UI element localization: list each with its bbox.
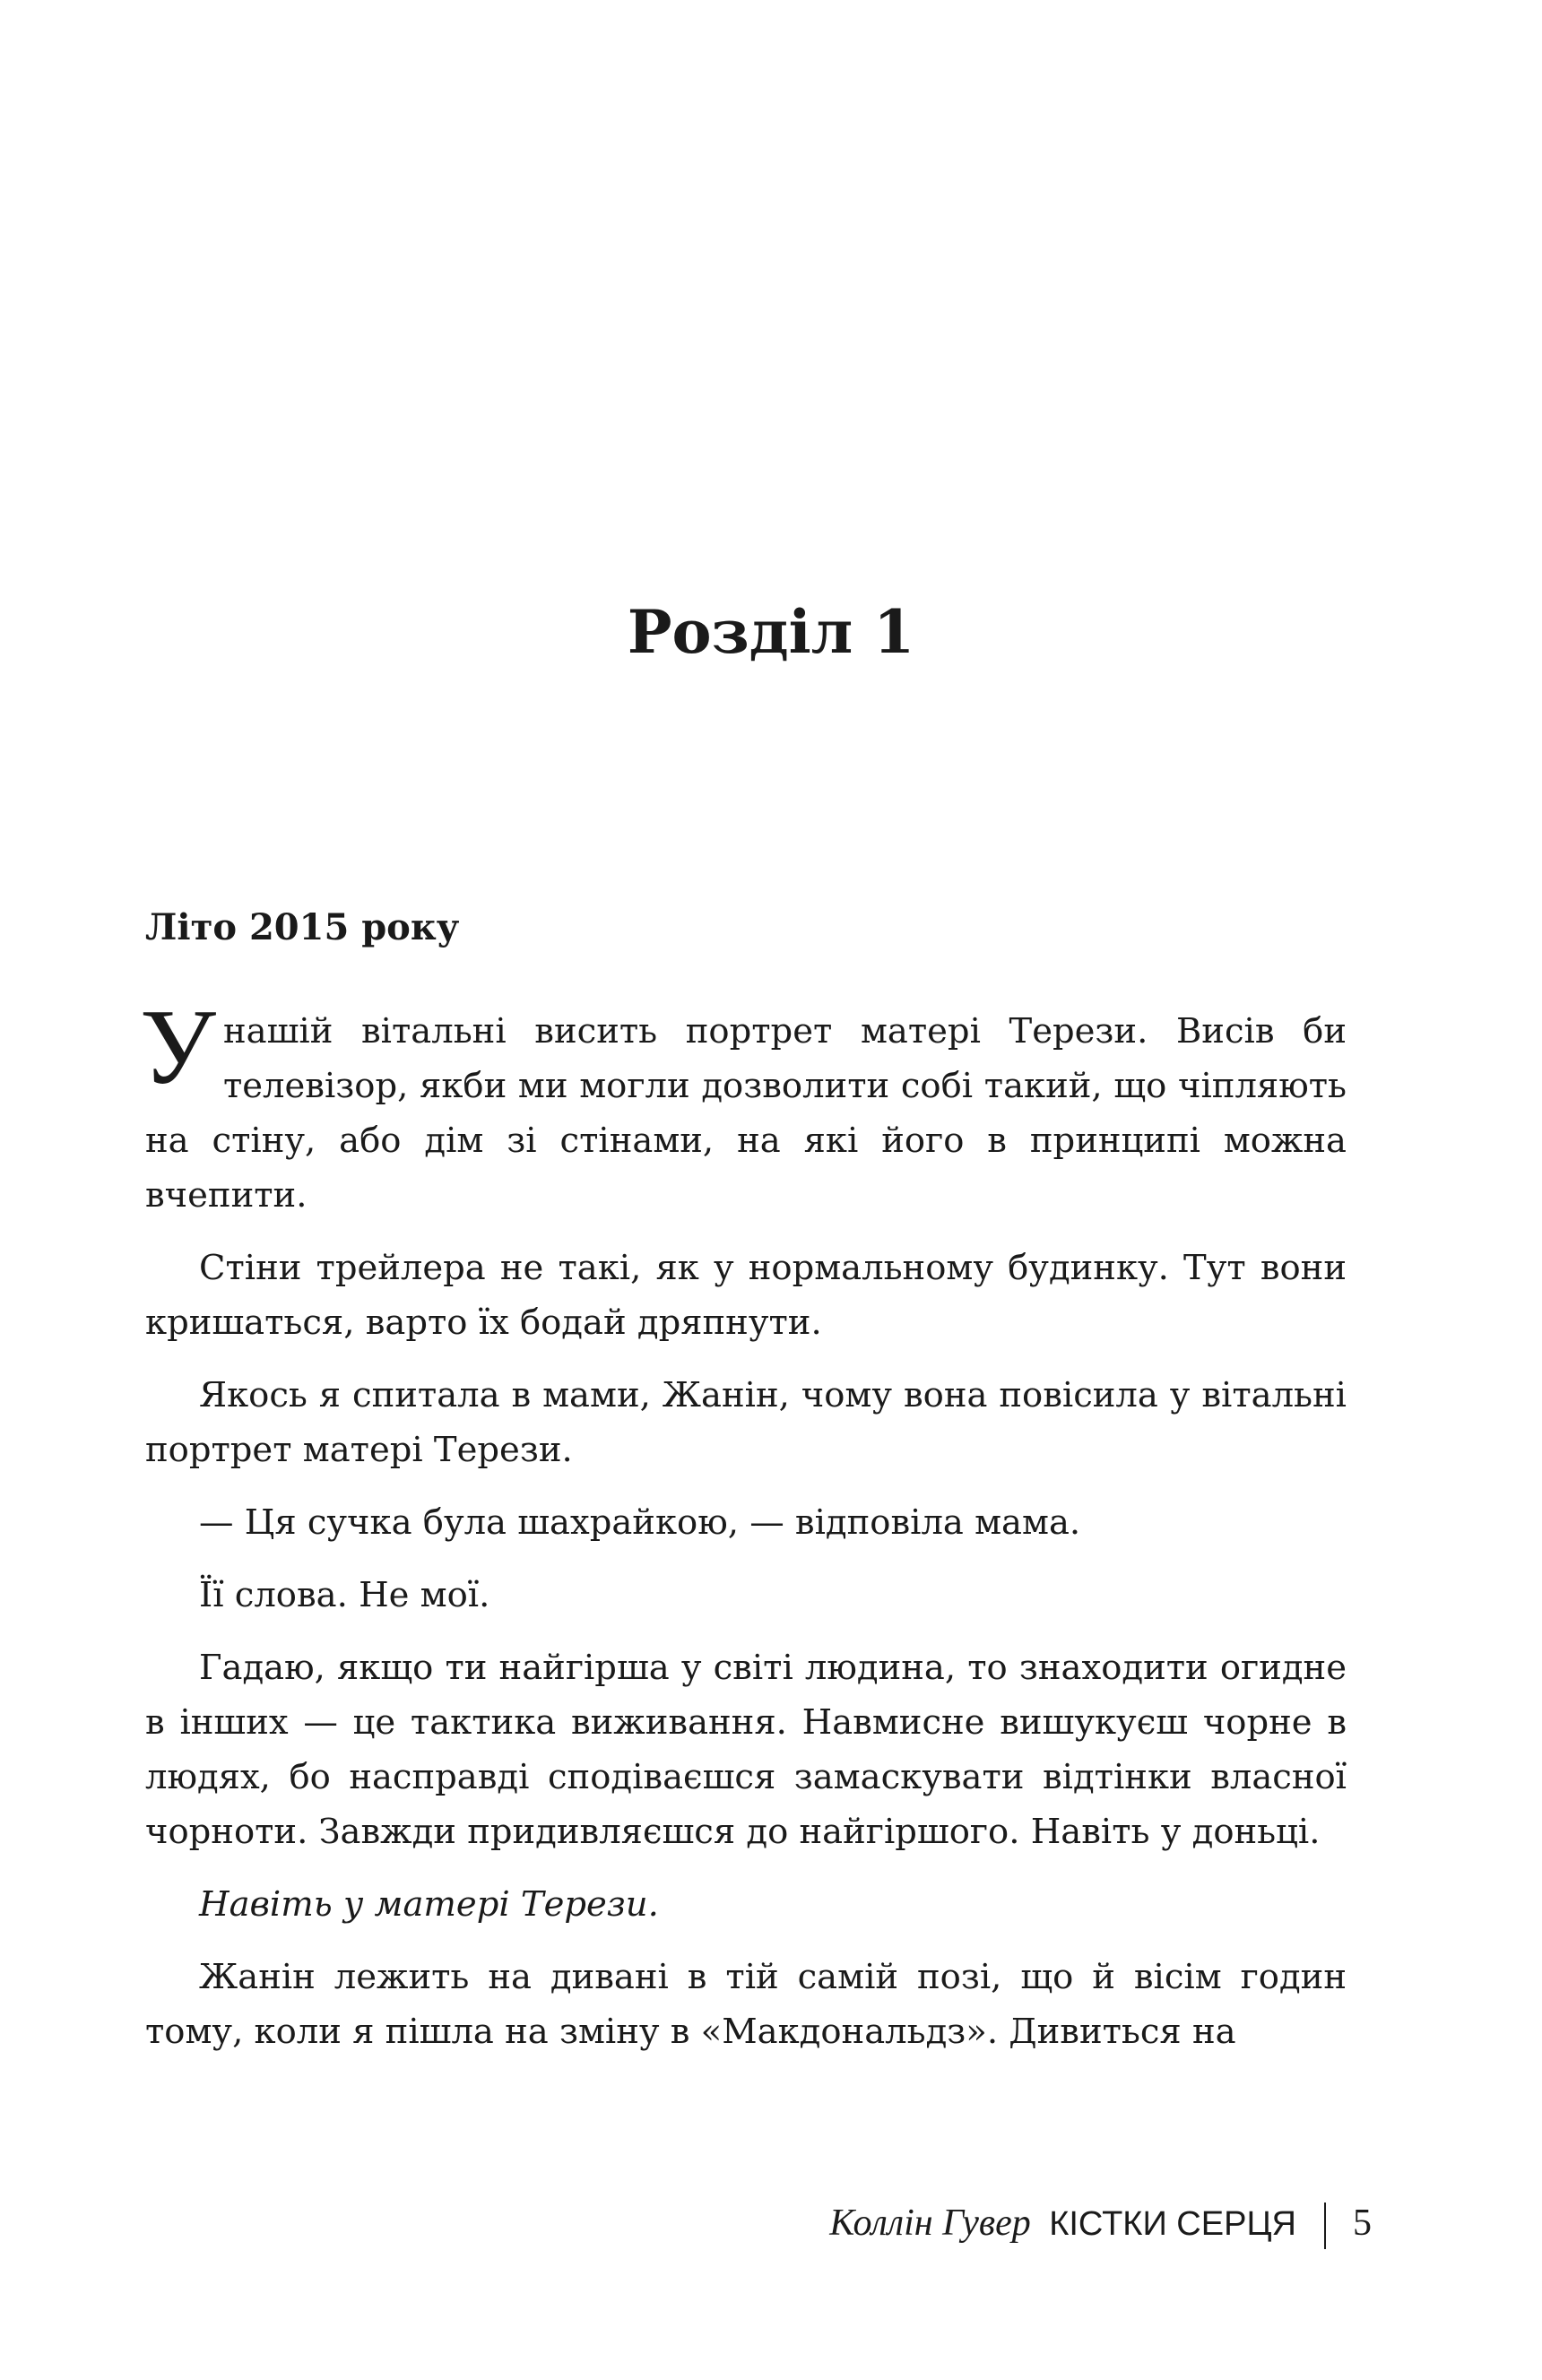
paragraph-1-text: нашій вітальні висить портрет матері Терези. Висів би телевізор, якби ми могли дозволити собі такий, що чіпляють на стіну, або дім зі стінами, на які його в принципі можна вчепити. [145,1011,1347,1216]
footer-author: Коллін Гувер [829,2203,1031,2244]
paragraph-8: Жанін лежить на дивані в тій самій позі, що й вісім годин тому, коли я пішла на зміну в «Макдональдз». Дивиться на [145,1957,1347,2052]
page-number: 5 [1353,2203,1372,2244]
drop-cap: У [140,987,216,1106]
paragraph-2: Стіни трейлера не такі, як у нормальному будинку. Тут вони кришаться, варто їх бодай дряпнути. [145,1248,1347,1343]
footer-separator [1324,2203,1326,2249]
chapter-title: Розділ 1 [627,597,915,667]
paragraph-3: Якось я спитала в мами, Жанін, чому вона повісила у вітальні портрет матері Терези. [145,1375,1347,1470]
paragraph-5: Її слова. Не мої. [199,1575,490,1615]
section-subtitle: Літо 2015 року [145,906,460,948]
paragraph-4-dialogue: — Ця сучка була шахрайкою, — відповіла мама. [199,1502,1081,1543]
paragraph-7-italic: Навіть у матері Терези. [199,1884,659,1925]
body-text [140,987,1347,2077]
paragraph-1 [140,987,1347,1223]
page-footer [829,2196,1372,2251]
paragraph-6: Гадаю, якщо ти найгірша у світі людина, то знаходити огидне в інших — це тактика виживання. Навмисне вишукуєш чорне в людях, бо насправді сподіваєшся замаскувати відтінки власної чорноти. Завжди придивляєшся до найгіршого. Навіть у доньці. [145,1648,1347,1852]
footer-book-title: КІСТКИ СЕРЦЯ [1049,2205,1296,2243]
